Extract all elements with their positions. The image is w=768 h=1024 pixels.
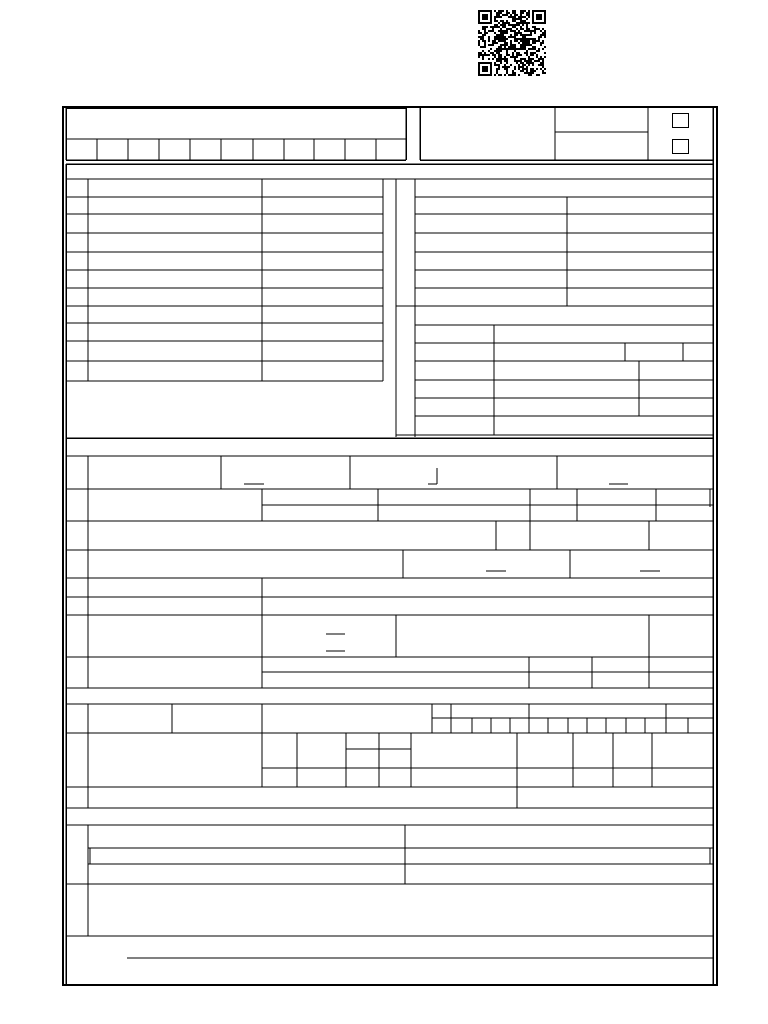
checkbox-1[interactable]	[672, 113, 689, 128]
checkbox-2[interactable]	[672, 139, 689, 154]
